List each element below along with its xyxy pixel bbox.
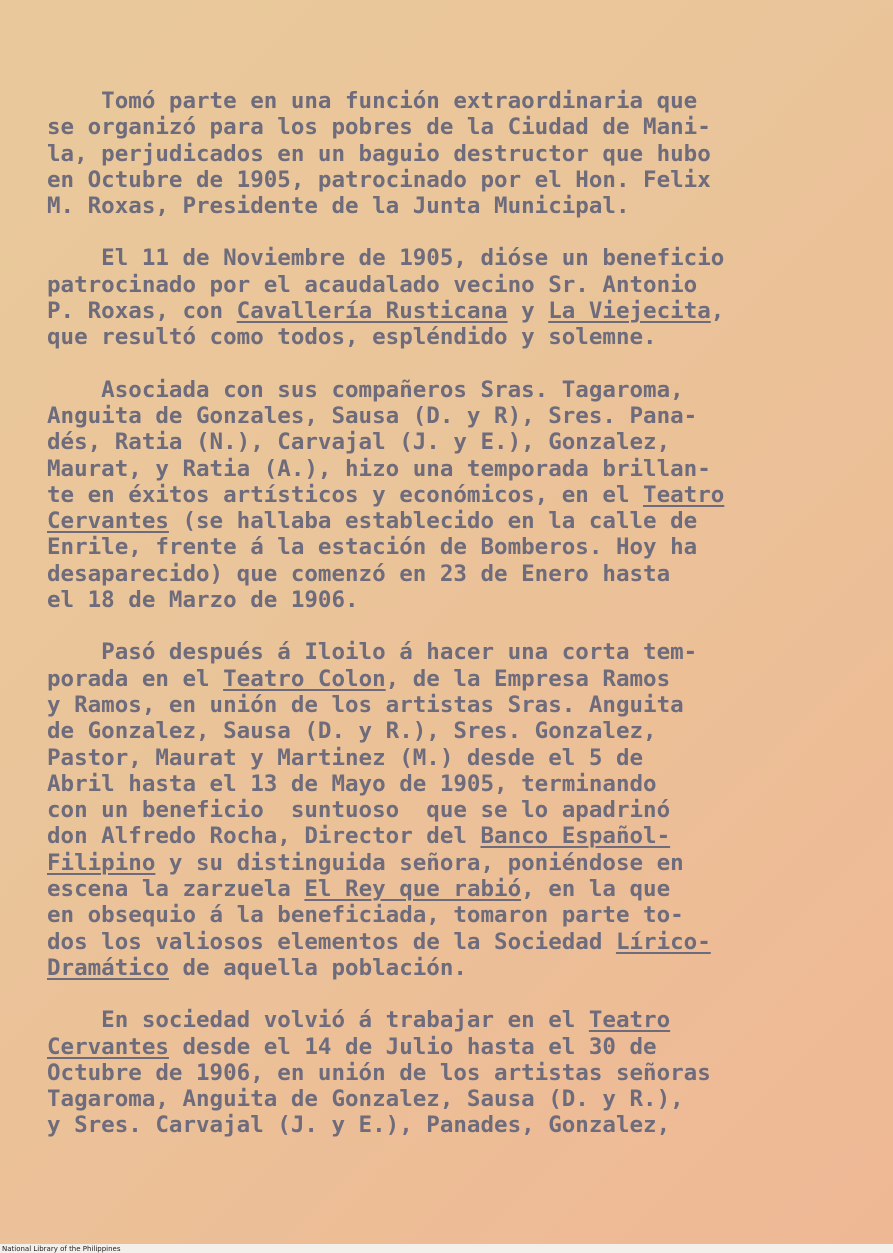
text-segment: Tomó parte en una función extraordinaria que [47, 88, 698, 114]
text-line [47, 324, 837, 350]
text-line [47, 1086, 837, 1112]
text-segment: Tagaroma, Anguita de Gonzalez, Sausa (D. y R.), [47, 1086, 684, 1113]
text-line [47, 902, 837, 928]
paragraph [47, 1007, 837, 1138]
text-segment: y [507, 298, 549, 325]
text-line [47, 1034, 837, 1060]
underlined-title: Cervantes [47, 1033, 169, 1060]
text-segment: Asociada con sus compañeros Sras. Tagaroma, [47, 376, 684, 403]
text-line [47, 272, 837, 298]
text-segment: Pasó después á Iloilo á hacer una corta tem- [47, 639, 698, 666]
text-line [47, 534, 837, 560]
text-segment: , [710, 298, 725, 325]
text-segment: Enrile, frente á la estación de Bomberos. Hoy ha [47, 534, 698, 561]
text-line [47, 639, 837, 665]
paragraph [47, 245, 837, 350]
text-line [47, 587, 837, 613]
text-line [47, 377, 837, 403]
paragraph [47, 377, 837, 614]
underlined-title: Teatro [588, 1007, 671, 1034]
paragraph [47, 639, 837, 981]
text-segment: y Ramos, en unión de los artistas Sras. Anguita [47, 691, 684, 718]
text-segment: el 18 de Marzo de 1906. [47, 587, 359, 614]
text-segment: Pastor, Maurat y Martinez (M.) desde el 5 de [47, 744, 644, 771]
text-line [47, 929, 837, 955]
text-segment: P. Roxas, con [47, 298, 237, 325]
text-segment: porada en el [47, 665, 224, 692]
text-segment: Anguita de Gonzales, Sausa (D. y R), Sres. Pana- [47, 402, 698, 429]
text-segment: dos los valiosos elementos de la Sociedad [47, 928, 616, 955]
text-line [47, 88, 837, 114]
text-segment: , en la que [521, 876, 671, 903]
text-segment: en obsequio á la beneficiada, tomaron parte to- [47, 902, 684, 929]
paragraph [47, 88, 837, 219]
text-line [47, 718, 837, 744]
text-line [47, 666, 837, 692]
underlined-title: Dramático [47, 954, 169, 981]
underlined-title: Filipino [47, 849, 156, 876]
text-segment: don Alfredo Rocha, Director del [47, 823, 481, 850]
text-line [47, 1007, 837, 1033]
text-line [47, 482, 837, 508]
text-line [47, 692, 837, 718]
text-line [47, 298, 837, 324]
text-segment: patrocinado por el acaudalado vecino Sr. Antonio [47, 271, 698, 298]
text-line [47, 245, 837, 271]
text-segment: , de la Empresa Ramos [385, 665, 671, 692]
footer-credit: National Library of the Philippines [2, 1245, 121, 1253]
text-line [47, 429, 837, 455]
text-segment: desaparecido) que comenzó en 23 de Enero hasta [47, 560, 671, 587]
text-segment: Maurat, y Ratia (A.), hizo una temporada brillan- [47, 455, 711, 482]
text-line [47, 1112, 837, 1138]
text-line [47, 1060, 837, 1086]
text-segment: de Gonzalez, Sausa (D. y R.), Sres. Gonzalez, [47, 718, 657, 745]
underlined-title: Banco Español- [480, 823, 671, 850]
text-line [47, 876, 837, 902]
underlined-title: Cavallería Rusticana [236, 298, 508, 325]
text-line [47, 745, 837, 771]
text-line [47, 114, 837, 140]
text-segment: la, perjudicados en un baguio destructor que hubo [47, 140, 711, 167]
underlined-title: Teatro [643, 481, 725, 508]
text-segment: y Sres. Carvajal (J. y E.), Panades, Gonzalez, [47, 1112, 671, 1139]
text-line [47, 771, 837, 797]
text-segment: desde el 14 de Julio hasta el 30 de [168, 1033, 657, 1060]
text-segment: te en éxitos artísticos y económicos, en el [47, 481, 644, 508]
text-segment: y su distinguida señora, poniéndose en [155, 849, 684, 876]
underlined-title: El Rey que rabió [304, 876, 522, 903]
text-line [47, 955, 837, 981]
text-line [47, 403, 837, 429]
text-line [47, 850, 837, 876]
underlined-title: Teatro Colon [223, 665, 386, 692]
text-line [47, 823, 837, 849]
text-segment: con un beneficio suntuoso que se lo apadrinó [47, 797, 671, 824]
text-segment: Abril hasta el 13 de Mayo de 1905, terminando [47, 770, 657, 797]
text-segment: de aquella población. [168, 954, 467, 981]
text-segment: escena la zarzuela [47, 876, 305, 903]
text-line [47, 141, 837, 167]
text-segment: en Octubre de 1905, patrocinado por el Hon. Felix [47, 166, 711, 193]
text-segment: (se hallaba establecido en la calle de [168, 508, 698, 535]
underlined-title: Cervantes [47, 508, 169, 535]
text-line [47, 456, 837, 482]
typewritten-text [47, 88, 837, 1165]
text-segment: M. Roxas, Presidente de la Junta Municipal. [47, 193, 630, 220]
text-line [47, 167, 837, 193]
text-segment: El 11 de Noviembre de 1905, dióse un beneficio [47, 245, 725, 272]
text-line [47, 193, 837, 219]
text-segment: Octubre de 1906, en unión de los artistas señoras [47, 1059, 711, 1086]
text-segment: se organizó para los pobres de la Ciudad de Mani- [47, 114, 711, 141]
text-segment: que resultó como todos, espléndido y solemne. [47, 324, 657, 351]
text-line [47, 508, 837, 534]
text-line [47, 561, 837, 587]
text-line [47, 797, 837, 823]
text-segment: En sociedad volvió á trabajar en el [47, 1007, 589, 1034]
underlined-title: La Viejecita [548, 298, 711, 325]
text-segment: dés, Ratia (N.), Carvajal (J. y E.), Gonzalez, [47, 429, 671, 456]
underlined-title: Lírico- [615, 928, 711, 955]
